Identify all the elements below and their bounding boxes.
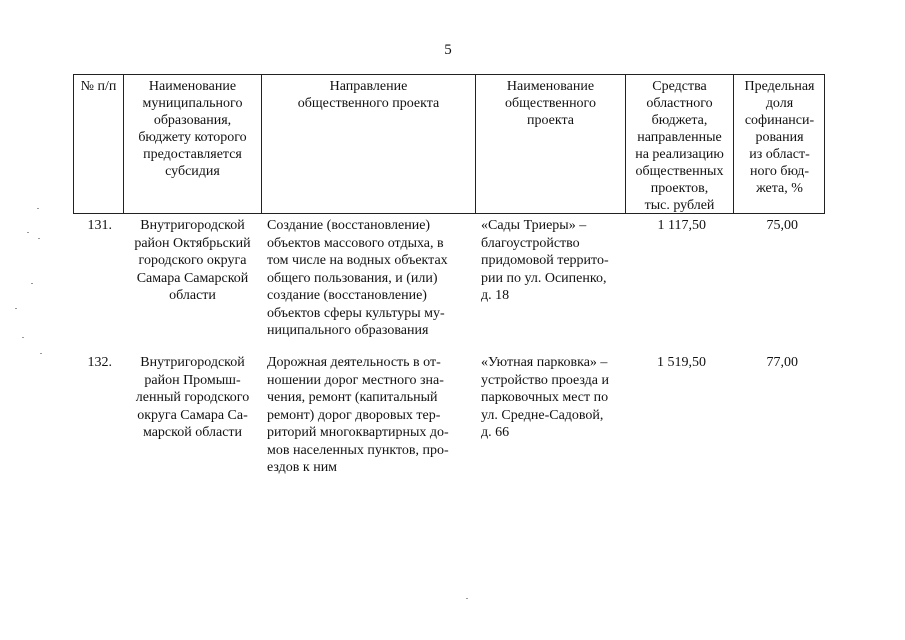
cell-line: район Промыш- [144,372,241,388]
header-line: образования, [153,113,232,128]
header-line: предоставляется [143,147,242,162]
scan-speck [466,598,468,599]
cell-line: ношении дорог местного зна- [267,372,444,388]
cell-line: район Октябрьский [134,235,251,251]
header-line: из област- [749,147,810,162]
header-line: проектов, [650,181,709,196]
scan-speck [40,353,42,354]
header-funds [626,78,733,214]
cell-line: ул. Средне-Садовой, [481,407,604,423]
row-project-name [481,217,623,305]
scan-speck [27,232,29,233]
header-line: общественных [635,164,724,179]
cell-line: Дорожная деятельность в от- [267,355,441,370]
row-share: 77,00 [766,355,798,370]
page-number: 5 [444,42,452,58]
header-share [734,78,825,197]
cell-line: мов населенных пунктов, про- [267,442,449,458]
header-line: доля [765,96,794,111]
cell-line: объектов сферы культуры му- [267,305,445,321]
header-num [74,78,123,95]
scan-speck [22,337,24,338]
cell-line: чения, ремонт (капитальный [267,390,438,405]
header-line: бюджета, [651,113,708,128]
row-project-name [481,354,623,442]
header-line: общественного [505,96,596,111]
row-number: 132. [87,355,112,370]
header-line: проекта [527,113,574,128]
cell-line: Самара Самарской [136,270,249,286]
cell-line: благоустройство [481,235,580,251]
cell-line: ездов к ним [267,460,338,475]
header-line: Направление [329,79,408,94]
cell-line: парковочных мест по [481,390,609,405]
cell-line: том числе на водных объектах [267,253,448,268]
cell-line: «Уютная парковка» – [481,355,608,370]
header-line: софинанси- [744,113,815,128]
header-line: Наименование [148,79,237,94]
cell-line: ремонт) дорог дворовых тер- [267,407,441,423]
header-line: общественного проекта [297,96,440,111]
scan-speck [31,283,33,284]
cell-line: области [169,288,216,303]
row-share: 75,00 [766,218,798,233]
row-funds: 1 117,50 [657,218,706,233]
cell-line: Внутригородской [140,218,245,233]
header-line: № п/п [80,79,117,94]
header-line: жета, % [756,181,803,196]
cell-line: марской области [142,425,243,440]
header-line: направленные [637,130,722,145]
scan-speck [15,308,17,309]
cell-line: Создание (восстановление) [267,218,431,233]
header-direction [262,78,475,112]
header-line: тыс. рублей [644,198,715,213]
cell-line: округа Самара Са- [137,407,248,423]
cell-line: д. 66 [481,425,510,440]
header-line: Наименование [506,79,595,94]
header-line: ного бюд- [749,164,810,179]
cell-line: «Сады Триеры» – [481,218,587,233]
header-line: на реализацию [635,147,724,162]
row-municipality [124,217,261,305]
row-direction [267,217,472,340]
header-municipality [124,78,261,180]
cell-line: рии по ул. Осипенко, [481,270,607,286]
header-line: рования [755,130,804,145]
cell-line: общего пользования, и (или) [267,270,438,286]
row-direction [267,354,472,477]
cell-line: создание (восстановление) [267,288,427,303]
cell-line: городского округа [138,253,247,268]
header-line: Предельная [744,79,815,94]
cell-line: придомовой террито- [481,253,609,268]
cell-line: устройство проезда и [481,372,609,388]
header-line: Средства [652,79,707,94]
header-line: субсидия [165,164,220,179]
row-municipality [124,354,261,442]
cell-line: ленный городского [135,390,250,405]
row-funds: 1 519,50 [657,355,706,370]
header-line: муниципального [142,96,243,111]
header-line: бюджету которого [138,130,247,145]
header-project-name [476,78,625,129]
scan-speck [37,208,39,209]
scan-speck [38,238,40,239]
cell-line: д. 18 [481,288,510,303]
row-number: 131. [87,218,112,233]
cell-line: риторий многоквартирных до- [267,425,449,440]
cell-line: Внутригородской [140,355,245,370]
header-line: областного [646,96,713,111]
cell-line: объектов массового отдыха, в [267,235,444,251]
cell-line: ниципального образования [267,323,429,338]
